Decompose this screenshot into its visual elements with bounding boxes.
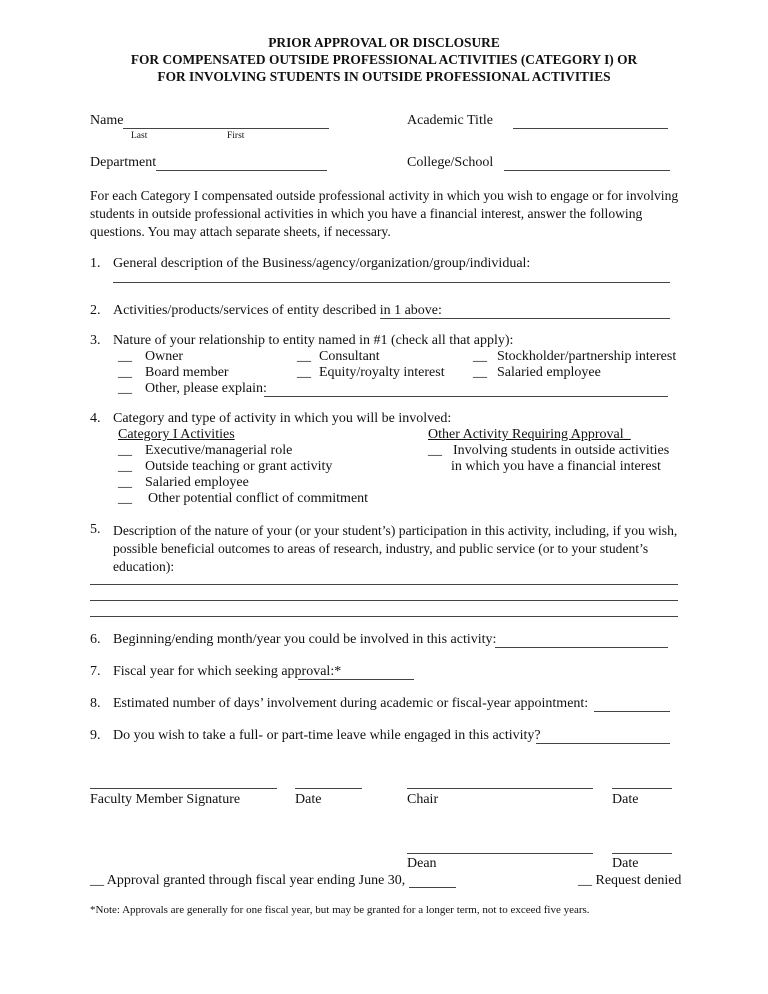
name-field[interactable] <box>123 128 329 129</box>
q3-checkbox-salaried[interactable]: __ <box>473 365 487 380</box>
q4-number: 4. <box>90 411 101 426</box>
q4-text: Category and type of activity in which you will be involved: <box>113 411 452 426</box>
q7-answer-field[interactable] <box>298 679 414 680</box>
faculty-signature-label: Faculty Member Signature <box>90 792 241 807</box>
form-title-line-1: PRIOR APPROVAL OR DISCLOSURE <box>268 35 500 50</box>
form-title-line-2: FOR COMPENSATED OUTSIDE PROFESSIONAL ACTIVITIES (CATEGORY I) OR <box>130 52 638 67</box>
faculty-date-label: Date <box>295 792 322 807</box>
q3-checkbox-equity[interactable]: __ <box>297 365 311 380</box>
q5-answer-line-2[interactable] <box>90 600 678 601</box>
q4-option-salaried: Salaried employee <box>145 475 249 490</box>
approval-granted-checkbox-label[interactable]: __ Approval granted through fiscal year ending June 30, <box>90 873 406 888</box>
q3-other-explain-field[interactable] <box>264 396 668 397</box>
q8-answer-field[interactable] <box>594 711 670 712</box>
q1-number: 1. <box>90 256 101 271</box>
q4-checkbox-executive[interactable]: __ <box>118 443 132 458</box>
intro-paragraph: For each Category I compensated outside professional activity in which you wish to engage or for involving students in outside professional activities in which you have a financial interest, answer the following questions. You may attach separate sheets, if necessary. <box>90 188 679 239</box>
dean-signature-field[interactable] <box>407 853 593 854</box>
q3-checkbox-board-member[interactable]: __ <box>118 365 132 380</box>
q3-option-other: Other, please explain: <box>145 381 267 396</box>
q4-option-involving-students: Involving students in outside activities <box>453 443 670 458</box>
name-sublabel-first: First <box>227 131 245 141</box>
q3-checkbox-consultant[interactable]: __ <box>297 349 311 364</box>
q4-option-conflict: Other potential conflict of commitment <box>148 491 369 506</box>
q4-option-involving-students-line2: in which you have a financial interest <box>451 459 661 474</box>
q5-answer-line-1[interactable] <box>90 584 678 585</box>
request-denied-checkbox-label[interactable]: __ Request denied <box>578 873 682 888</box>
q3-option-equity: Equity/royalty interest <box>319 365 445 380</box>
q4-category-i-heading: Category I Activities <box>118 427 235 442</box>
q6-text: Beginning/ending month/year you could be involved in this activity: <box>113 632 497 647</box>
q9-text: Do you wish to take a full- or part-time leave while engaged in this activity? <box>113 728 541 743</box>
q3-number: 3. <box>90 333 101 348</box>
academic-title-label: Academic Title <box>407 113 493 128</box>
faculty-date-field[interactable] <box>295 788 362 789</box>
college-school-label: College/School <box>407 155 494 170</box>
q1-answer-field[interactable] <box>113 282 670 283</box>
chair-signature-field[interactable] <box>407 788 593 789</box>
name-label: Name <box>90 113 124 128</box>
q7-text: Fiscal year for which seeking approval:* <box>113 664 342 679</box>
q1-text: General description of the Business/agency/organization/group/individual: <box>113 256 531 271</box>
footnote: *Note: Approvals are generally for one fiscal year, but may be granted for a longer term, not to exceed five years. <box>90 904 590 916</box>
dean-date-field[interactable] <box>612 853 672 854</box>
name-sublabel-last: Last <box>131 131 148 141</box>
approval-year-field[interactable] <box>409 887 456 888</box>
q8-text: Estimated number of days’ involvement during academic or fiscal-year appointment: <box>113 696 589 711</box>
academic-title-field[interactable] <box>513 128 668 129</box>
q3-option-board-member: Board member <box>145 365 229 380</box>
q5-answer-line-3[interactable] <box>90 616 678 617</box>
q9-number: 9. <box>90 728 101 743</box>
q3-option-stockholder: Stockholder/partnership interest <box>497 349 677 364</box>
faculty-signature-field[interactable] <box>90 788 277 789</box>
department-field[interactable] <box>156 170 327 171</box>
q5-number: 5. <box>90 522 101 537</box>
college-school-field[interactable] <box>504 170 670 171</box>
department-label: Department <box>90 155 157 170</box>
chair-date-label: Date <box>612 792 639 807</box>
q3-option-consultant: Consultant <box>319 349 380 364</box>
q6-answer-field[interactable] <box>495 647 668 648</box>
chair-label: Chair <box>407 792 439 807</box>
q2-number: 2. <box>90 303 101 318</box>
dean-date-label: Date <box>612 856 639 871</box>
q6-number: 6. <box>90 632 101 647</box>
q4-checkbox-salaried[interactable]: __ <box>118 475 132 490</box>
q3-checkbox-other[interactable]: __ <box>118 381 132 396</box>
q4-other-activity-heading: Other Activity Requiring Approval_ <box>428 427 631 442</box>
q9-answer-field[interactable] <box>536 743 670 744</box>
q4-option-teaching: Outside teaching or grant activity <box>145 459 333 474</box>
q8-number: 8. <box>90 696 101 711</box>
q5-text: Description of the nature of your (or your student’s) participation in this activity, including, if you wish, possible beneficial outcomes to areas of research, industry, and public service (or to your student’s education): <box>113 523 678 574</box>
q4-checkbox-teaching[interactable]: __ <box>118 459 132 474</box>
dean-label: Dean <box>407 856 437 871</box>
q3-option-salaried: Salaried employee <box>497 365 601 380</box>
q2-text: Activities/products/services of entity described in 1 above: <box>113 303 442 318</box>
q3-checkbox-stockholder[interactable]: __ <box>473 349 487 364</box>
q7-number: 7. <box>90 664 101 679</box>
chair-date-field[interactable] <box>612 788 672 789</box>
q3-option-owner: Owner <box>145 349 184 364</box>
q3-text: Nature of your relationship to entity named in #1 (check all that apply): <box>113 333 514 348</box>
q2-answer-field[interactable] <box>380 318 670 319</box>
form-title-line-3: FOR INVOLVING STUDENTS IN OUTSIDE PROFESSIONAL ACTIVITIES <box>157 69 611 84</box>
q4-checkbox-conflict[interactable]: __ <box>118 491 132 506</box>
q3-checkbox-owner[interactable]: __ <box>118 349 132 364</box>
q4-option-executive: Executive/managerial role <box>145 443 293 458</box>
q4-checkbox-involving-students[interactable]: __ <box>428 443 442 458</box>
